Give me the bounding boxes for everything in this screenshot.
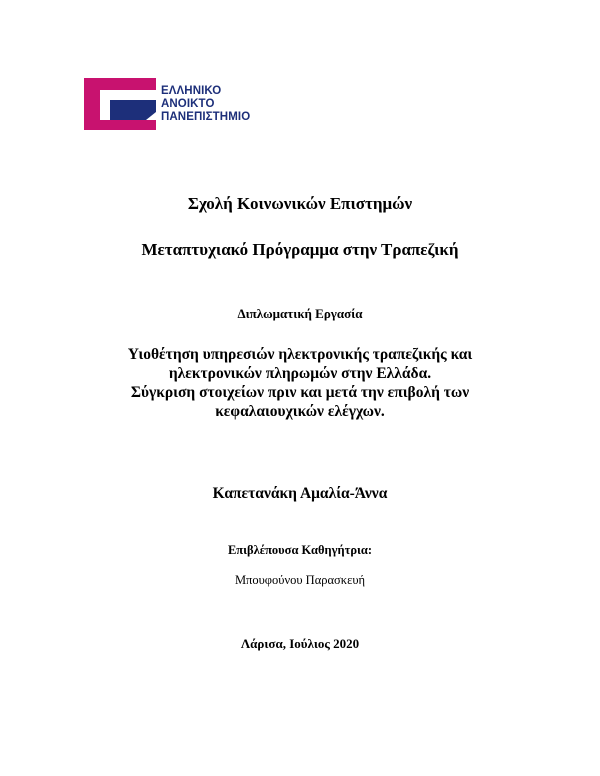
thesis-title-line: Σύγκριση στοιχείων πριν και μετά την επιβολή των [130,384,470,401]
university-logo [84,78,284,132]
document-type: Διπλωματική Εργασία [237,306,363,321]
program-name: Μεταπτυχιακό Πρόγραμμα στην Τραπεζική [141,240,459,259]
logo-line-2: ΑΝΟΙΚΤΟ [161,98,215,110]
university-logo-text [161,85,250,124]
supervisor-name: Μπουφούνου Παρασκευή [234,573,366,587]
thesis-title-line: ηλεκτρονικών πληρωμών στην Ελλάδα. [168,365,432,382]
author-name: Καπετανάκη Αμαλία-Άννα [212,485,388,502]
school-name: Σχολή Κοινωνικών Επιστημών [187,194,413,213]
university-logo-mark-icon [84,78,156,130]
logo-line-1: ΕΛΛΗΝΙΚΟ [161,85,222,97]
thesis-title-line: κεφαλαιουχικών ελέγχων. [215,403,385,420]
logo-line-3: ΠΑΝΕΠΙΣΤΗΜΙΟ [161,111,251,123]
place-date: Λάρισα, Ιούλιος 2020 [240,636,360,651]
supervisor-label: Επιβλέπουσα Καθηγήτρια: [227,543,373,557]
thesis-title-line: Υιοθέτηση υπηρεσιών ηλεκτρονικής τραπεζικής και [127,346,473,363]
thesis-title [0,345,600,421]
